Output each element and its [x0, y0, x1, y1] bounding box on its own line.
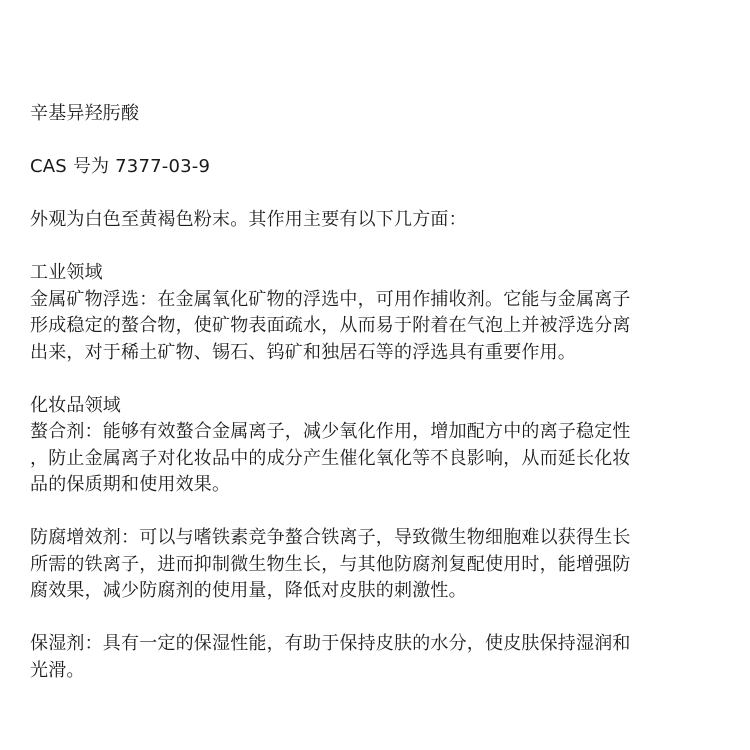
paragraph-line: 螯合剂：能够有效螯合金属离子，减少氧化作用，增加配方中的离子稳定性 [30, 421, 631, 442]
blank-line [30, 366, 726, 393]
paragraph-line: 腐效果，减少防腐剂的使用量，降低对皮肤的刺激性。 [30, 580, 467, 601]
industry-heading: 工业领域 [30, 262, 103, 283]
cosmetics-heading: 化妆品领域 [30, 394, 121, 416]
chelator-paragraph [30, 419, 726, 499]
paragraph-line: 防腐增效剂：可以与嗜铁素竞争螯合铁离子，导致微生物细胞难以获得生长 [30, 527, 631, 548]
paragraph-line: 所需的铁离子，进而抑制微生物生长，与其他防腐剂复配使用时，能增强防 [30, 553, 631, 575]
paragraph-line: ，防止金属离子对化妆品中的成分产生催化氧化等不良影响，从而延长化妆 [30, 447, 631, 469]
moisturizer-paragraph [30, 631, 726, 684]
preservative-paragraph [30, 525, 726, 605]
industry-paragraph [30, 287, 726, 367]
blank-line [30, 234, 726, 261]
blank-line [30, 181, 726, 208]
paragraph-line: 光滑。 [30, 659, 85, 681]
document-body [30, 101, 726, 684]
blank-line [30, 499, 726, 526]
paragraph-line: 出来，对于稀土矿物、锡石、钨矿和独居石等的浮选具有重要作用。 [30, 341, 576, 363]
paragraph-line: 品的保质期和使用效果。 [30, 474, 231, 495]
document-title: 辛基异羟肟酸 [30, 103, 140, 124]
paragraph-line: 金属矿物浮选：在金属氧化矿物的浮选中，可用作捕收剂。它能与金属离子 [30, 288, 631, 310]
blank-line [30, 128, 726, 155]
paragraph-line: 形成稳定的螯合物，使矿物表面疏水，从而易于附着在气泡上并被浮选分离 [30, 315, 631, 336]
appearance-text: 外观为白色至黄褐色粉末。其作用主要有以下几方面： [30, 209, 467, 230]
blank-line [30, 605, 726, 632]
paragraph-line: 保湿剂：具有一定的保湿性能，有助于保持皮肤的水分，使皮肤保持湿润和 [30, 633, 631, 654]
cas-number: CAS 号为 7377-03-9 [30, 156, 211, 177]
